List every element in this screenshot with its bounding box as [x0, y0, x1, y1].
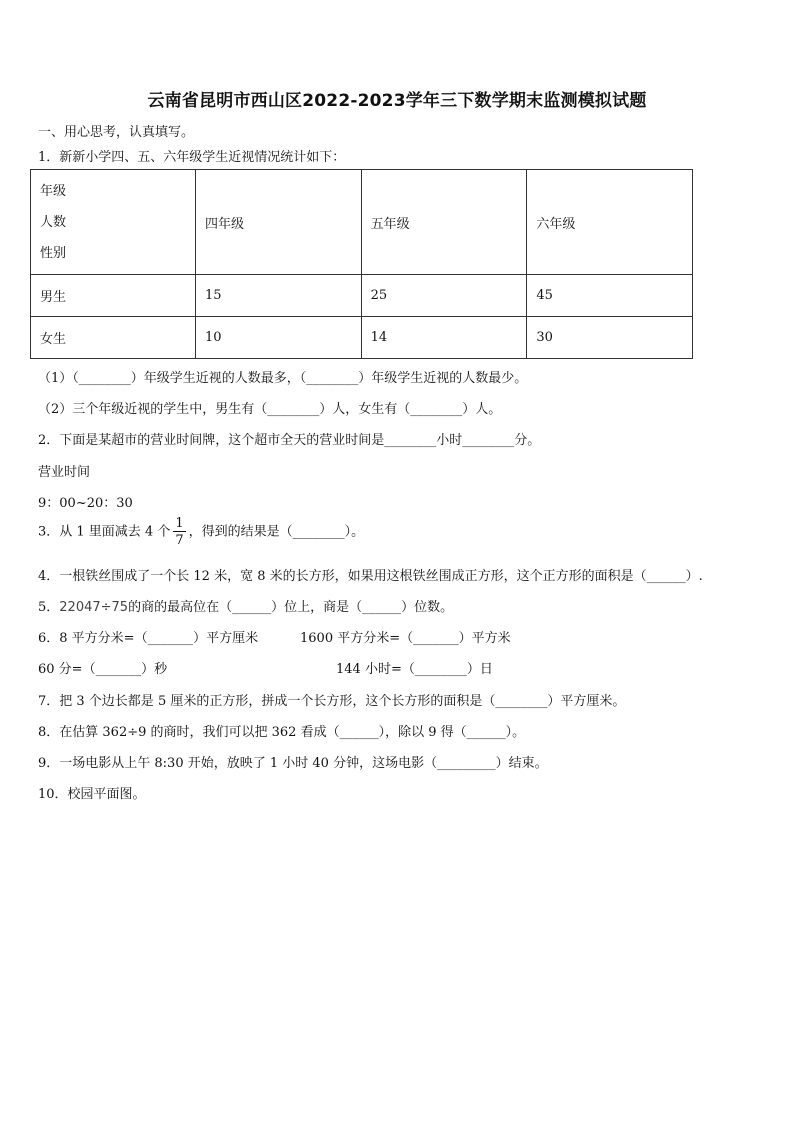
- fraction-one-seventh: [173, 517, 185, 547]
- question-9: 9．一场电影从上午 8:30 开始，放映了 1 小时 40 分钟，这场电影（_________）结束。: [38, 756, 548, 771]
- column-header: 五年级: [361, 170, 527, 275]
- header-label-count: 人数: [40, 214, 67, 230]
- table-corner-cell: [31, 170, 196, 275]
- fraction-denominator: 7: [175, 533, 184, 548]
- table-cell: 15: [196, 275, 362, 317]
- question-4: 4．一根铁丝围成了一个长 12 米，宽 8 米的长方形，如果用这根铁丝围成正方形，这个正方形的面积是（______）.: [38, 569, 703, 584]
- myopia-stats-table: [30, 169, 693, 359]
- table-row: [31, 317, 693, 359]
- question-6-b: 1600 平方分米=（_______）平方米: [300, 631, 511, 646]
- business-hours-label: 营业时间: [38, 465, 91, 480]
- table-cell: 30: [527, 317, 693, 359]
- section-heading: 一、用心思考，认真填写。: [38, 125, 195, 140]
- question-3-after: ，得到的结果是（________）。: [188, 524, 365, 540]
- table-cell: 45: [527, 275, 693, 317]
- column-header: 六年级: [527, 170, 693, 275]
- question-3: [38, 517, 364, 547]
- question-6-d: 144 小时=（________）日: [336, 662, 493, 677]
- question-8: 8．在估算 362÷9 的商时，我们可以把 362 看成（______），除以 9 得（______）。: [38, 725, 526, 740]
- division-expression: 22047÷75: [59, 600, 129, 615]
- header-label-gender: 性别: [40, 245, 67, 261]
- table-row: [31, 275, 693, 317]
- question-2-text: 2．下面是某超市的营业时间牌，这个超市全天的营业时间是________小时________分。: [38, 433, 541, 448]
- table-header-row: [31, 170, 693, 275]
- table-cell: 10: [196, 317, 362, 359]
- question-6-a: 6．8 平方分米=（_______）平方厘米: [38, 631, 259, 646]
- column-header: 四年级: [196, 170, 362, 275]
- question-5: [38, 596, 453, 615]
- question-5-number: 5．: [38, 600, 60, 615]
- question-3-before: 3．从 1 里面减去 4 个: [38, 524, 171, 540]
- question-1-part-2: （2）三个年级近视的学生中，男生有（________）人，女生有（________）人。: [38, 402, 502, 417]
- fraction-numerator: 1: [175, 516, 184, 531]
- question-1-part-1: （1）（________）年级学生近视的人数最多，（________）年级学生近视的人数最少。: [38, 371, 528, 386]
- question-5-rest: 的商的最高位在（______）位上，商是（______）位数。: [128, 600, 454, 615]
- business-hours-value: 9：00~20：30: [38, 496, 133, 511]
- question-6-c: 60 分=（_______）秒: [38, 662, 168, 677]
- header-label-grade: 年级: [40, 183, 67, 199]
- question-7: 7．把 3 个边长都是 5 厘米的正方形，拼成一个长方形，这个长方形的面积是（________）平方厘米。: [38, 694, 626, 709]
- row-label: 女生: [31, 317, 196, 359]
- row-label: 男生: [31, 275, 196, 317]
- table-cell: 14: [361, 317, 527, 359]
- page-title: 云南省昆明市西山区2022-2023学年三下数学期末监测模拟试题: [147, 91, 647, 111]
- question-1-text: 1．新新小学四、五、六年级学生近视情况统计如下：: [38, 150, 346, 165]
- question-10: 10．校园平面图。: [38, 787, 146, 802]
- table-cell: 25: [361, 275, 527, 317]
